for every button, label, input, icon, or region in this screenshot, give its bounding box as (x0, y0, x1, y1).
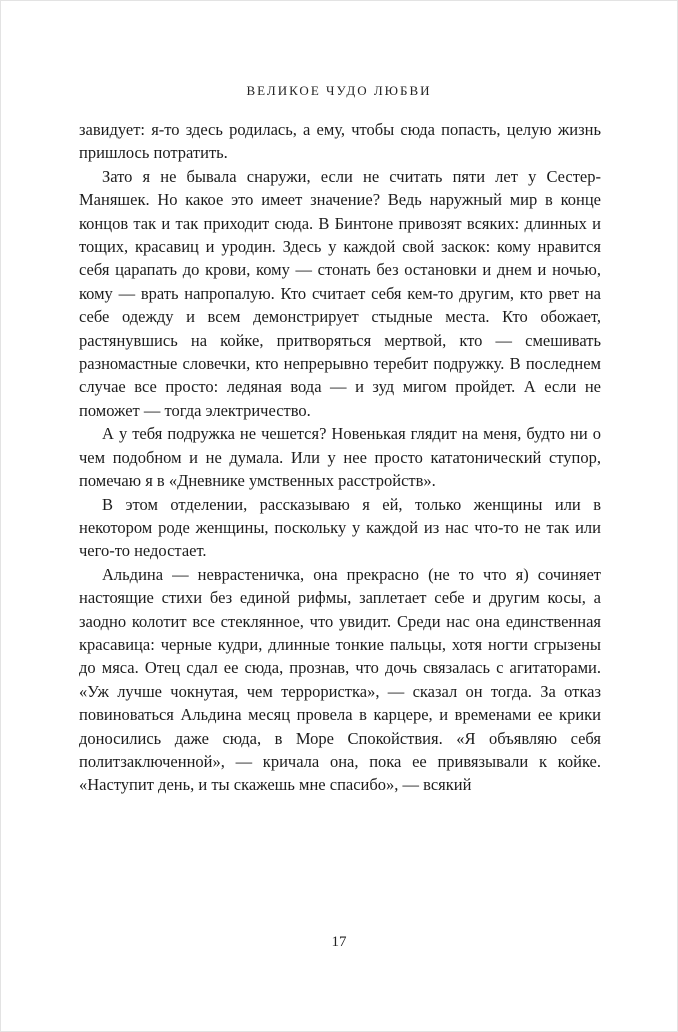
running-head: ВЕЛИКОЕ ЧУДО ЛЮБВИ (246, 83, 432, 98)
paragraph: В этом отделении, рассказываю я ей, только женщины или в некотором роде женщины, поскольку у каждой из нас что-то не так или чего-то недостает. (79, 494, 601, 561)
paragraph: Зато я не бывала снаружи, если не считать пяти лет у Сестер-Маняшек. Но какое это имеет значение? Ведь наружный мир в конце концов так и так приходит сюда. В Бинтоне привозят всяких: длинных и тощих, красавиц и уродин. Здесь у каждой свой заскок: кому нравится себя царапать до крови, кому — стонать без остановки и днем и ночью, кому — врать напропалую. Кто считает себя кем-то другим, кто рвет на себе одежду и всем демонстрирует стыдные места. Кто обожает, растянувшись на койке, притворяться мертвой, кто — смешивать разномастные словечки, кто непрерывно теребит подружку. В последнем случае все просто: ледяная вода — и зуд мигом пройдет. А если не поможет — тогда электричество. (79, 166, 601, 420)
paragraph: А у тебя подружка не чешется? Новенькая глядит на меня, будто ни о чем подобном и не думала. Или у нее просто кататонический ступор, помечаю я в «Дневнике умственных расстройств». (79, 424, 601, 491)
paragraph: завидует: я-то здесь родилась, а ему, чтобы сюда попасть, целую жизнь пришлось потратить. (79, 120, 601, 163)
page-body (79, 118, 601, 797)
paragraph: Альдина — неврастеничка, она прекрасно (не то что я) сочиняет настоящие стихи без единой рифмы, заплетает себе и другим косы, а заодно колотит все стеклянное, что увидит. Среди нас она единственная красавица: черные кудри, длинные тонкие пальцы, хотя ногти сгрызены до мяса. Отец сдал ее сюда, прознав, что дочь связалась с агитаторами. «Уж лучше чокнутая, чем террористка», — сказал он тогда. За отказ повиноваться Альдина месяц провела в карцере, и временами ее крики доносились даже сюда, в Море Спокойствия. «Я объявляю себя политзаключенной», — кричала она, пока ее привязывали к койке. «Наступит день, и ты скажешь мне спасибо», — всякий (79, 564, 601, 795)
page-number: 17 (331, 934, 347, 950)
